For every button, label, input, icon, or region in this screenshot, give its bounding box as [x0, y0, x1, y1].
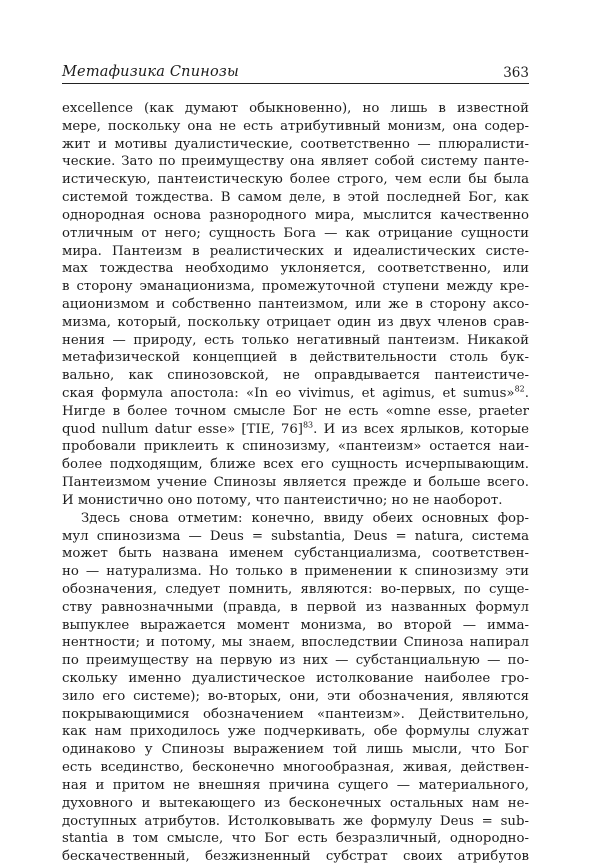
text-line: обозначения, следует помнить, являются: во-первых, по суще-	[62, 581, 529, 597]
running-title: Метафизика Спинозы	[62, 64, 240, 80]
text-line: есть всединство, бесконечно многообразная, живая, действен-	[62, 760, 529, 776]
text-line: мере, поскольку она не есть атрибутивный монизм, она содер-	[62, 118, 529, 134]
text-line: одинаково у Спинозы выражением той лишь мысли, что Бог	[62, 742, 529, 758]
text-line: скольку именно дуалистическое истолкование наиболее гро-	[62, 671, 529, 686]
text-line: покрывающимися обозначением «пантеизм». Действительно,	[62, 706, 529, 722]
text-line: пробовали приклеить к спинозизму, «пантеизм» остается наи-	[62, 439, 529, 455]
text-line: ационизмом и собственно пантеизмом, или же в сторону аксо-	[62, 296, 529, 312]
text-line: выпуклее выражается момент монизма, во второй — имма-	[62, 617, 529, 633]
text-line: Пантеизмом учение Спинозы является прежде и больше всего.	[62, 475, 529, 491]
text-line: по преимуществу на первую из них — субстанциальную — по-	[62, 653, 529, 669]
text-segment: quod nullum datur esse» [TIE, 76]	[62, 421, 303, 437]
text-line: нения — природу, есть только негативный пантеизм. Никакой	[62, 332, 529, 348]
text-line: может быть названа именем субстанциализма, соответствен-	[62, 546, 529, 562]
text-line: ческие. Зато по преимуществу она являет собой систему панте-	[62, 154, 529, 170]
text-line: ная и притом не внешняя причина сущего — материального,	[62, 777, 529, 793]
footnote-ref-83: 83	[302, 420, 314, 430]
text-segment: . И из всех ярлыков, которые	[313, 421, 529, 437]
text-line: Нигде в более точном смысле Бог не есть «omne esse, praeter	[62, 403, 529, 419]
body-text	[62, 100, 529, 866]
page-number: 363	[503, 65, 529, 81]
text-line: мах тождества необходимо уклоняется, соответственно, или	[62, 261, 529, 277]
text-segment: ская формула апостола: «In eo vivimus, et agimus, et sumus»	[62, 386, 515, 401]
footnote-ref-82: 82	[514, 384, 525, 394]
text-line: однородная основа разнородного мира, мыслится качественно	[62, 207, 529, 223]
text-line: мизма, который, поскольку отрицает один из двух членов срав-	[62, 314, 529, 330]
text-line: И монистично оно потому, что пантеистично; но не наоборот.	[62, 492, 503, 508]
text-line: духовного и вытекающего из бесконечных остальных нам не-	[62, 795, 529, 811]
text-line: как нам приходилось уже подчеркивать, обе формулы служат	[62, 724, 529, 740]
text-line: excellence (как думают обыкновенно), но лишь в известной	[62, 101, 529, 116]
text-line: отличным от него; сущность Бога — как отрицание сущности	[62, 225, 529, 241]
text-line: ству равнозначными (правда, в первой из названных формул	[62, 599, 529, 615]
text-line: бескачественный, безжизненный субстрат своих атрибутов	[62, 849, 529, 865]
text-line: мул спинозизма — Deus = substantia, Deus = natura, система	[62, 528, 529, 544]
text-line: Здесь снова отметим: конечно, ввиду обеих основных фор-	[81, 510, 529, 526]
text-line: в сторону эманационизма, промежуточной ступени между кре-	[62, 279, 529, 295]
text-line: нентности; и потому, мы знаем, впоследствии Спиноза напирал	[62, 635, 529, 651]
text-line: истическую, пантеистическую более строго, чем если бы была	[62, 172, 529, 188]
text-line: stantia в том смысле, что Бог есть безразличный, однородно-	[62, 831, 529, 847]
text-line	[62, 421, 529, 439]
text-line: системой тождества. В самом деле, в этой последней Бог, как	[62, 190, 529, 206]
text-line: более подходящим, ближе всех его сущность исчерпывающим.	[62, 457, 529, 473]
text-line: метафизической концепцией в действительности столь бук-	[62, 350, 529, 366]
text-line: но — натурализма. Но только в применении к спинозизму эти	[62, 564, 529, 580]
text-line: жит и мотивы дуалистические, соответственно — плюралисти-	[62, 136, 529, 152]
text-line: мира. Пантеизм в реалистических и идеалистических систе-	[62, 243, 529, 259]
text-line: вально, как спинозовской, не оправдывается пантеистиче-	[62, 368, 529, 384]
running-head	[62, 63, 529, 84]
text-line: доступных атрибутов. Истолковывать же формулу Deus = sub-	[62, 813, 529, 829]
text-line: ская формула апостола: «In eo vivimus, et agimus, et sumus»$^{82}$.	[62, 384, 529, 401]
text-line: зило его системе); во-вторых, они, эти обозначения, являются	[62, 688, 529, 704]
